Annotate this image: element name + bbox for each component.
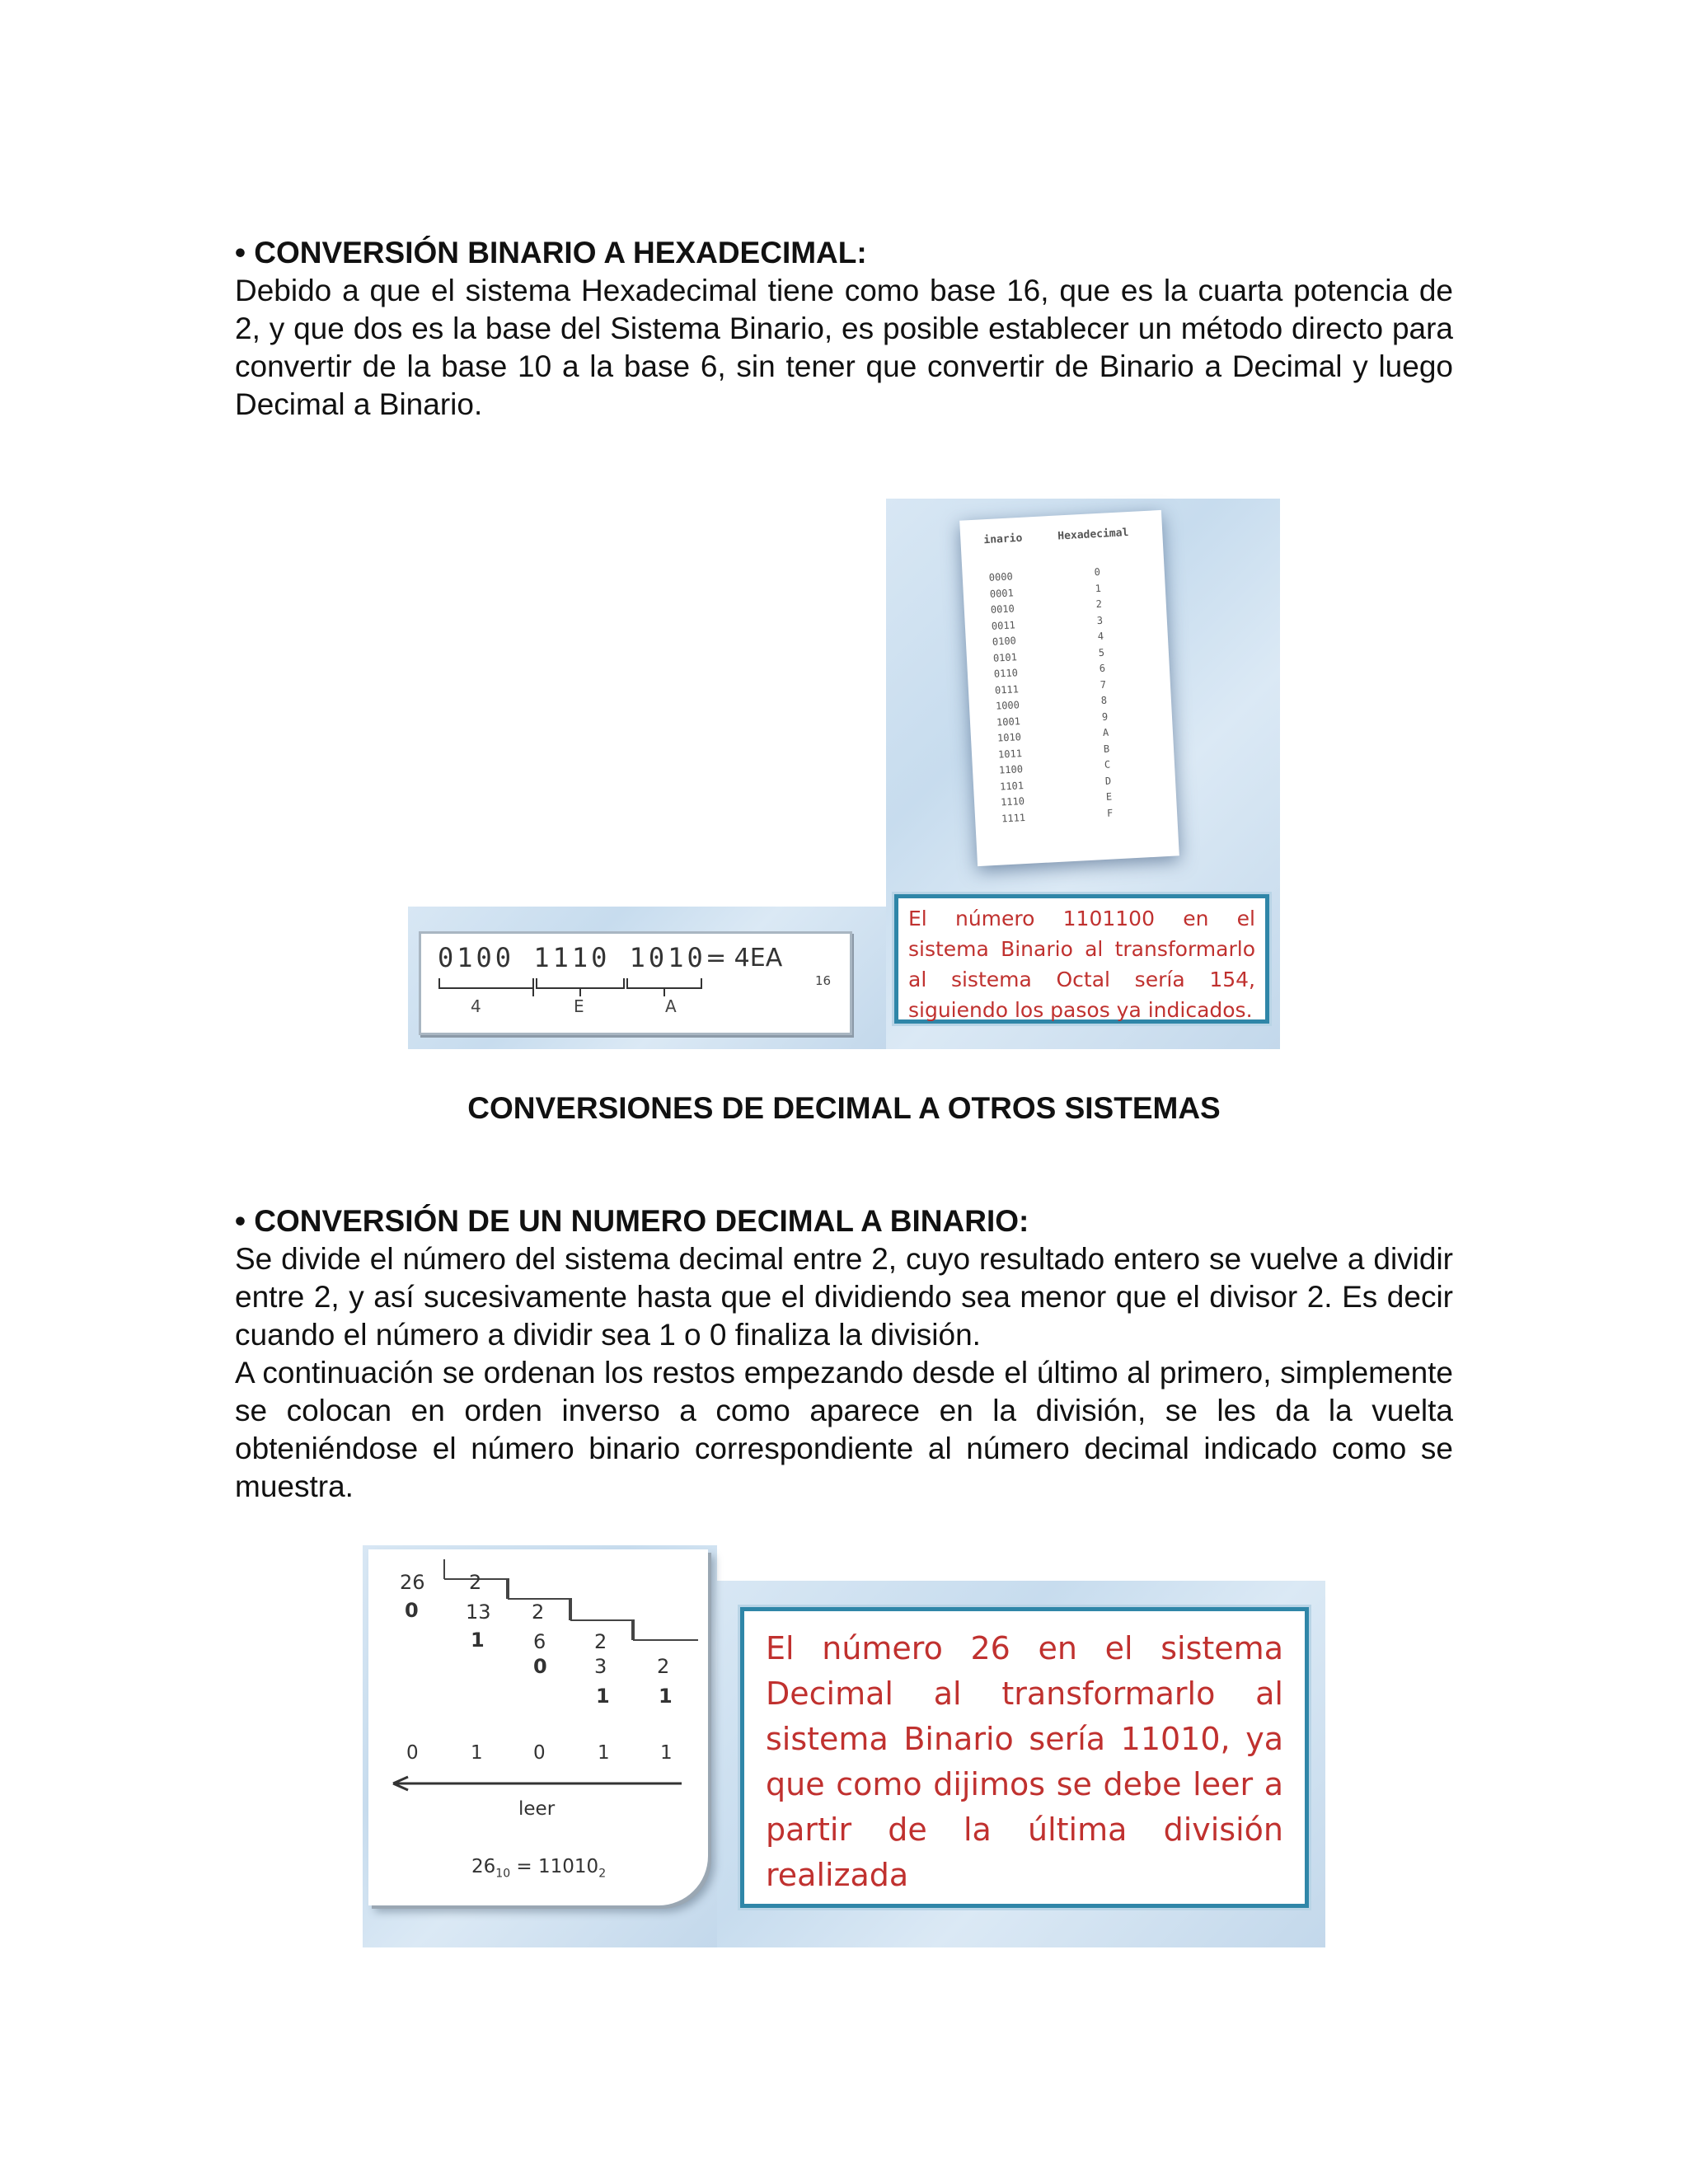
read-digit: 1 xyxy=(660,1742,673,1764)
octal-example-note: El número 1101100 en el sistema Binario al transformarlo al sistema Octal sería 154, siguiendo los pasos ya indicados. xyxy=(894,894,1269,1024)
remainder: 0 xyxy=(405,1599,419,1622)
remainder: 1 xyxy=(659,1685,673,1708)
paragraph-binary-to-hex: Debido a que el sistema Hexadecimal tiene como base 16, que es la cuarta potencia de 2, y que dos es la base del Sistema Binario, es posible establecer un método directo para convertir de la base 10 a la base 6, sin tener que convertir de Binario a Decimal y luego Decimal a Binario. xyxy=(235,274,1453,421)
paragraph-decimal-to-binary-1: Se divide el número del sistema decimal entre 2, cuyo resultado entero se vuelve a dividir entre 2, y así sucesivamente hasta que el dividiendo sea menor que el divisor 2. Es decir cuando el número a dividir sea 1 o 0 finaliza la división. xyxy=(235,1242,1453,1352)
section-heading-decimal-to-binary: • CONVERSIÓN DE UN NUMERO DECIMAL A BINARIO: xyxy=(235,1204,1029,1238)
result-binary: 11010 xyxy=(538,1856,599,1877)
table-cell: B xyxy=(1103,743,1110,755)
table-cell: 1110 xyxy=(1000,795,1025,808)
table-cell: 0001 xyxy=(989,586,1015,600)
table-cell: 0101 xyxy=(992,650,1018,664)
result-decimal: 26 xyxy=(471,1856,496,1877)
table-cell: C xyxy=(1104,758,1111,771)
table-cell: D xyxy=(1104,775,1112,787)
remainder: 1 xyxy=(471,1629,485,1652)
conversion-result: $26_{10} = 11010_2$ xyxy=(471,1856,607,1881)
table-cell: 0110 xyxy=(993,667,1019,680)
equation-result: = 4EA xyxy=(706,944,783,972)
remainder: 1 xyxy=(596,1685,610,1708)
table-header-hex: Hexadecimal xyxy=(1057,526,1129,543)
binary-to-hex-equation xyxy=(419,931,852,1035)
group-label: E xyxy=(574,996,584,1016)
table-cell: 1011 xyxy=(997,747,1023,761)
read-label: leer xyxy=(518,1798,556,1820)
table-cell: A xyxy=(1102,726,1109,738)
table-cell: E xyxy=(1105,790,1113,803)
table-cell: 1001 xyxy=(996,715,1021,729)
dividend: 13 xyxy=(466,1601,491,1624)
divisor: 2 xyxy=(532,1601,545,1624)
table-cell: 1 xyxy=(1095,582,1102,594)
decimal-to-binary-note: El número 26 en el sistema Decimal al transformarlo al sistema Binario sería 11010, ya que como dijimos se debe leer a partir de la última división realizada xyxy=(740,1607,1309,1908)
table-cell: 6 xyxy=(1099,662,1106,675)
equation-base: 16 xyxy=(815,973,832,988)
table-cell: 1000 xyxy=(995,699,1020,712)
binary-hex-table xyxy=(959,510,1179,866)
table-cell: 0011 xyxy=(991,618,1016,632)
equation-bits: 0100 1110 1010 xyxy=(438,942,706,973)
table-cell: 7 xyxy=(1100,678,1107,691)
table-cell: 0000 xyxy=(988,570,1014,583)
divisor: 2 xyxy=(657,1655,670,1678)
table-cell: 5 xyxy=(1098,646,1105,658)
table-cell: 0 xyxy=(1094,565,1101,579)
table-cell: 1111 xyxy=(1001,811,1026,825)
dividend: 6 xyxy=(533,1630,546,1653)
group-label: A xyxy=(665,996,677,1016)
result-decimal-base: 10 xyxy=(495,1867,511,1881)
table-cell: 0010 xyxy=(990,602,1015,616)
table-cell: 9 xyxy=(1101,710,1109,723)
read-digit: 1 xyxy=(471,1742,483,1764)
table-cell: 8 xyxy=(1100,694,1108,707)
dividend: 3 xyxy=(594,1655,607,1678)
binary-column xyxy=(988,569,1025,827)
hex-column xyxy=(1094,565,1114,822)
divisor: 2 xyxy=(469,1571,482,1594)
read-digit: 0 xyxy=(406,1742,419,1764)
read-digit: 1 xyxy=(598,1742,610,1764)
paragraph-decimal-to-binary-2: A continuación se ordenan los restos empezando desde el último al primero, simplemente se colocan en orden inverso a como aparece en la división, se les da la vuelta obteniéndose el número binario correspondiente al número decimal indicado como se muestra. xyxy=(235,1356,1453,1503)
section-heading-decimal-conversions: CONVERSIONES DE DECIMAL A OTROS SISTEMAS xyxy=(467,1091,1221,1125)
table-cell: F xyxy=(1106,806,1114,819)
divisor: 2 xyxy=(594,1630,607,1653)
table-cell: 1010 xyxy=(996,731,1022,744)
table-cell: 0100 xyxy=(992,635,1017,648)
division-diagram xyxy=(368,1549,708,1905)
read-digit: 0 xyxy=(533,1742,546,1764)
table-cell: 1100 xyxy=(998,763,1024,776)
section-heading-binary-to-hex: • CONVERSIÓN BINARIO A HEXADECIMAL: xyxy=(235,236,867,269)
table-cell: 2 xyxy=(1095,598,1103,611)
table-cell: 4 xyxy=(1097,630,1104,643)
table-cell: 3 xyxy=(1096,614,1104,626)
table-header-binary: inario xyxy=(983,532,1023,547)
table-cell: 1101 xyxy=(999,779,1025,793)
result-binary-base: 2 xyxy=(598,1867,607,1881)
remainder: 0 xyxy=(533,1655,547,1678)
dividend: 26 xyxy=(400,1571,425,1594)
group-label: 4 xyxy=(471,996,481,1016)
table-cell: 0111 xyxy=(994,682,1020,696)
